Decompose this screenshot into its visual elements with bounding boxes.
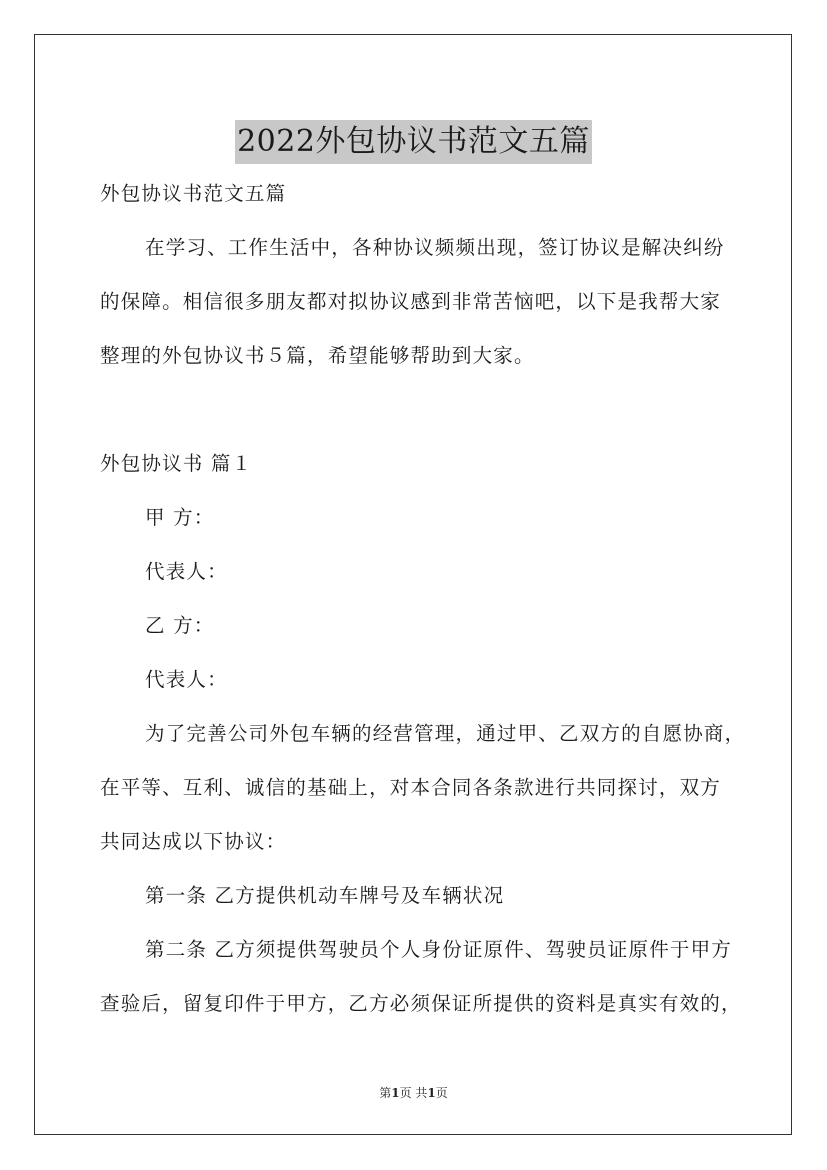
party-a-label: 甲 方： <box>145 506 215 529</box>
preamble-line: 为了完善公司外包车辆的经营管理，通过甲、乙双方的自愿协商， <box>145 722 746 745</box>
intro-paragraph-line: 整理的外包协议书５篇，希望能够帮助到大家。 <box>100 344 535 367</box>
article-2-line: 查验后，留复印件于甲方，乙方必须保证所提供的资料是真实有效的， <box>100 992 742 1015</box>
party-b-representative-label: 代表人： <box>145 668 228 691</box>
preamble-line: 共同达成以下协议： <box>100 830 287 853</box>
section-heading: 外包协议书范文五篇 <box>100 182 287 205</box>
document-title: 2022外包协议书范文五篇 <box>235 120 592 164</box>
footer-page-suffix: 页 共 <box>399 1086 428 1100</box>
agreement-heading: 外包协议书 篇１ <box>100 452 253 475</box>
intro-paragraph-line: 在学习、工作生活中，各种协议频频出现，签订协议是解决纠纷 <box>145 236 725 259</box>
party-a-representative-label: 代表人： <box>145 560 228 583</box>
party-b-label: 乙 方： <box>145 614 215 637</box>
footer-total-suffix: 页 <box>435 1086 448 1100</box>
article-2-line: 第二条 乙方须提供驾驶员个人身份证原件、驾驶员证原件于甲方 <box>145 938 732 961</box>
title-container <box>0 100 827 184</box>
footer-total-pages: 1 <box>427 1086 436 1100</box>
preamble-line: 在平等、互利、诚信的基础上，对本合同各条款进行共同探讨，双方 <box>100 776 722 799</box>
intro-paragraph-line: 的保障。相信很多朋友都对拟协议感到非常苦恼吧，以下是我帮大家 <box>100 290 722 313</box>
footer-page-number: 1 <box>391 1086 400 1100</box>
page-footer <box>0 1084 827 1101</box>
article-1: 第一条 乙方提供机动车牌号及车辆状况 <box>145 884 505 907</box>
footer-page-prefix: 第 <box>379 1086 392 1100</box>
